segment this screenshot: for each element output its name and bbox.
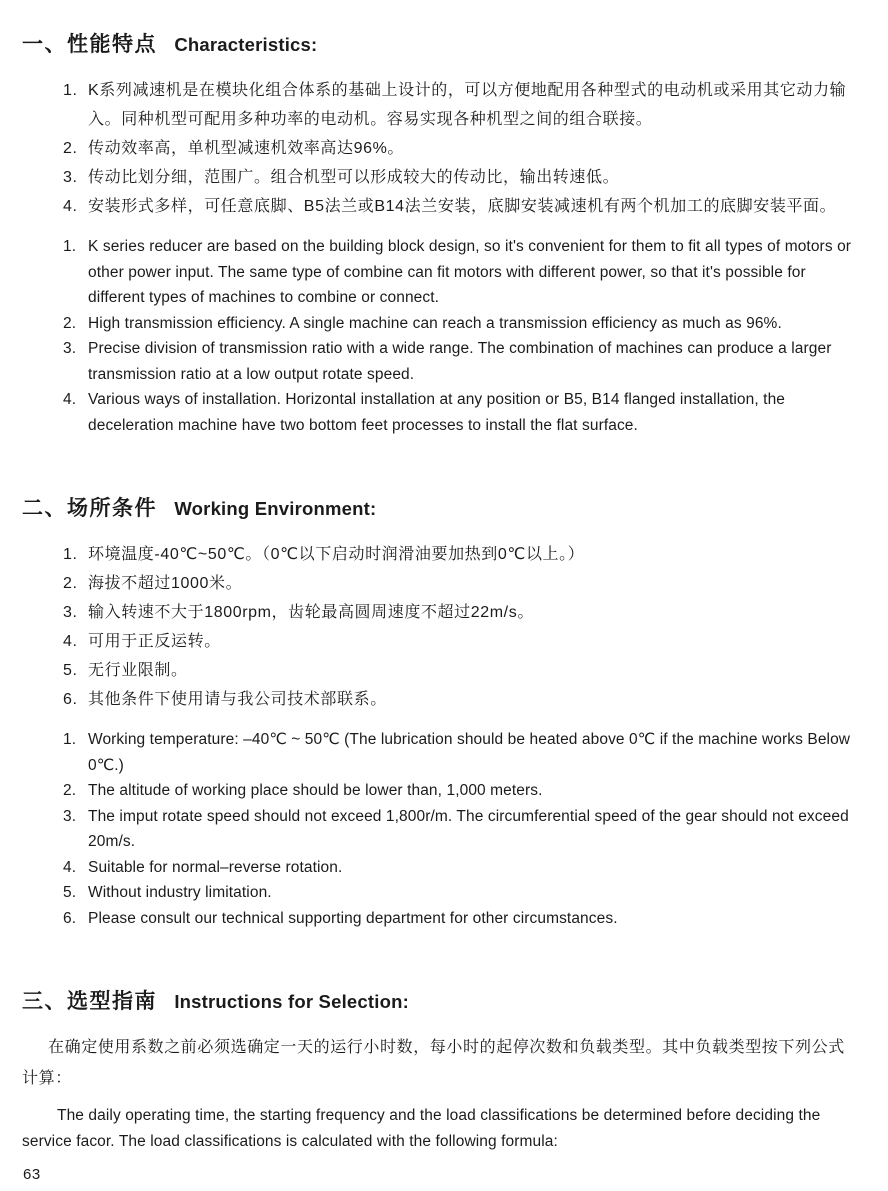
working-environment-cn-list xyxy=(63,540,854,714)
item-number: 1. xyxy=(63,731,77,748)
list-item xyxy=(63,880,854,906)
item-text: K series reducer are based on the building block design, so it's convenient for them to fit all types of motors or other power input. The same type of combine can fit motors with different power, so that it's possible for different types of machines to combine or connect. xyxy=(88,238,852,306)
item-text: 传动比划分细，范围广。组合机型可以形成较大的传动比，输出转速低。 xyxy=(88,169,620,186)
section-working-environment-heading-cn: 二、场所条件 xyxy=(22,497,157,520)
item-number: 1. xyxy=(63,238,77,255)
item-number: 3. xyxy=(63,340,77,357)
item-text: 传动效率高，单机型减速机效率高达96%。 xyxy=(88,140,405,157)
list-item xyxy=(63,627,854,656)
list-item xyxy=(63,540,854,569)
item-text: The imput rotate speed should not exceed 1,800r/m. The circumferential speed of the gear should not exceed 20m/s. xyxy=(88,807,849,850)
list-item xyxy=(63,804,854,855)
list-item xyxy=(63,855,854,881)
list-item xyxy=(63,387,854,438)
list-item xyxy=(63,656,854,685)
section-characteristics xyxy=(22,28,854,438)
section-instructions-for-selection xyxy=(22,985,854,1154)
list-item xyxy=(63,134,854,163)
selection-paragraph-cn: 在确定使用系数之前必须选确定一天的运行小时数，每小时的起停次数和负载类型。其中负载类型按下列公式计算： xyxy=(22,1039,845,1087)
item-number: 4. xyxy=(63,391,77,408)
list-item xyxy=(63,778,854,804)
list-item xyxy=(63,336,854,387)
section-characteristics-heading-cn: 一、性能特点 xyxy=(22,33,157,56)
item-text: Various ways of installation. Horizontal installation at any position or B5, B14 flanged installation, the deceleration machine have two bottom feet processes to install the flat surface. xyxy=(88,391,786,434)
list-item xyxy=(63,906,854,932)
list-item xyxy=(63,685,854,714)
list-item xyxy=(63,76,854,134)
item-text: 输入转速不大于1800rpm，齿轮最高圆周速度不超过22m/s。 xyxy=(88,604,534,621)
item-text: 安装形式多样，可任意底脚、B5法兰或B14法兰安装，底脚安装减速机有两个机加工的底脚安装平面。 xyxy=(88,198,837,215)
item-number: 3. xyxy=(63,169,78,186)
item-number: 4. xyxy=(63,633,78,650)
item-text: K系列减速机是在模块化组合体系的基础上设计的，可以方便地配用各种型式的电动机或采用其它动力输入。同种机型可配用多种功率的电动机。容易实现各种机型之间的组合联接。 xyxy=(88,82,847,128)
item-number: 1. xyxy=(63,82,78,99)
section-characteristics-heading xyxy=(22,28,854,58)
item-text: 其他条件下使用请与我公司技术部联系。 xyxy=(88,691,387,708)
page-number: 63 xyxy=(23,1166,41,1183)
item-number: 2. xyxy=(63,782,77,799)
item-text: Working temperature: –40℃ ~ 50℃ (The lubrication should be heated above 0℃ if the machine works Below 0℃.) xyxy=(88,731,851,774)
section-instructions-heading-cn: 三、选型指南 xyxy=(22,990,157,1013)
characteristics-en-list xyxy=(63,234,854,438)
selection-paragraph-en: The daily operating time, the starting frequency and the load classifications be determined before deciding the service facor. The load classifications is calculated with the following formula: xyxy=(22,1107,821,1150)
item-text: 环境温度-40℃~50℃。（0℃以下启动时润滑油要加热到0℃以上。） xyxy=(88,546,585,563)
item-text: Suitable for normal–reverse rotation. xyxy=(88,858,343,876)
section-instructions-heading-en: Instructions for Selection: xyxy=(174,991,409,1012)
section-working-environment-heading xyxy=(22,492,854,522)
section-instructions-heading xyxy=(22,985,854,1015)
working-environment-en-list xyxy=(63,727,854,931)
list-item xyxy=(63,234,854,311)
item-number: 2. xyxy=(63,314,77,332)
item-number: 6. xyxy=(63,909,77,927)
item-number: 3. xyxy=(63,807,77,825)
characteristics-cn-list xyxy=(63,76,854,221)
list-item xyxy=(63,163,854,192)
item-number: 2. xyxy=(63,575,78,592)
item-text: Please consult our technical supporting department for other circumstances. xyxy=(88,909,618,927)
item-number: 3. xyxy=(63,604,78,621)
list-item xyxy=(63,192,854,221)
item-text: 无行业限制。 xyxy=(88,662,188,679)
list-item xyxy=(63,569,854,598)
list-item xyxy=(63,598,854,627)
item-number: 4. xyxy=(63,198,78,215)
item-number: 1. xyxy=(63,546,78,563)
section-working-environment xyxy=(22,492,854,931)
item-number: 6. xyxy=(63,691,78,708)
item-text: The altitude of working place should be lower than, 1,000 meters. xyxy=(88,782,543,799)
section-working-environment-heading-en: Working Environment: xyxy=(174,498,377,519)
item-text: 海拔不超过1000米。 xyxy=(88,575,243,592)
item-number: 5. xyxy=(63,884,77,901)
item-number: 4. xyxy=(63,858,77,876)
item-text: 可用于正反运转。 xyxy=(88,633,221,650)
item-number: 5. xyxy=(63,662,78,679)
item-text: Without industry limitation. xyxy=(88,884,272,901)
item-text: High transmission efficiency. A single machine can reach a transmission efficiency as much as 96%. xyxy=(88,314,782,332)
item-number: 2. xyxy=(63,140,78,157)
list-item xyxy=(63,311,854,337)
list-item xyxy=(63,727,854,778)
section-characteristics-heading-en: Characteristics: xyxy=(174,34,318,55)
item-text: Precise division of transmission ratio with a wide range. The combination of machines can produce a larger transmission ratio at a low output rotate speed. xyxy=(88,340,832,383)
